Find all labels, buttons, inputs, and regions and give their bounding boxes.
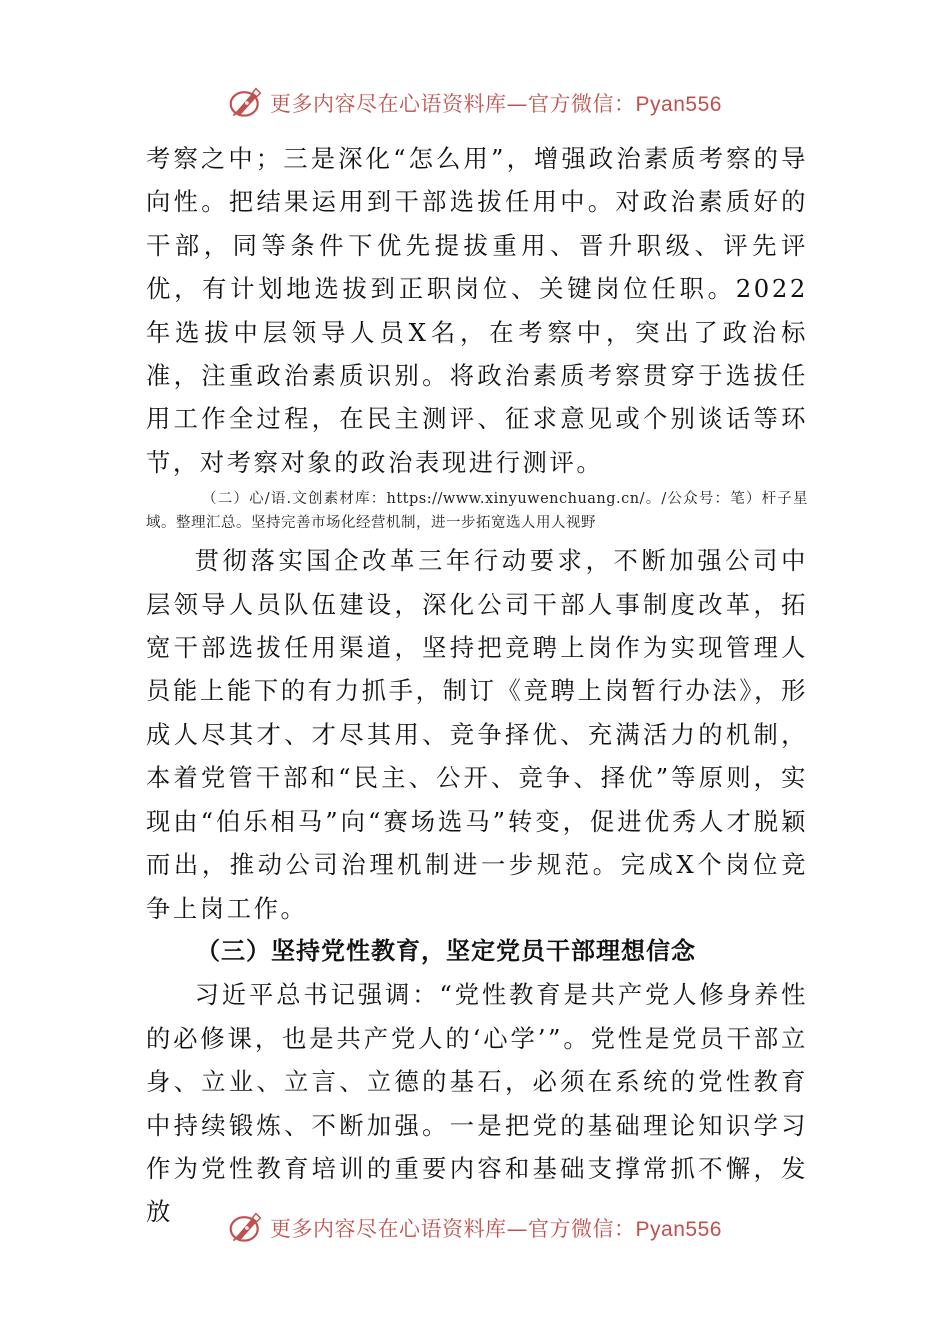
banner-text: 更多内容尽在心语资料库—官方微信：Pyan556 (270, 92, 722, 116)
document-body (146, 137, 808, 1234)
banner-text: 更多内容尽在心语资料库—官方微信：Pyan556 (270, 1217, 722, 1241)
paragraph-continued: 考察之中；三是深化“怎么用”，增强政治素质考察的导向性。把结果运用到干部选拔任用中。对政治素质好的干部，同等条件下优先提拔重用、晋升职级、评先评优，有计划地选拔到正职岗位、关键岗位任职。2022年选拔中层领导人员X名，在考察中，突出了政治标准，注重政治素质识别。将政治素质考察贯穿于选拔任用工作全过程，在民主测评、征求意见或个别谈话等环节，对考察对象的政治表现进行测评。 (146, 144, 808, 477)
banner-wechat-code: Pyan556 (635, 1218, 722, 1241)
footer-banner (0, 1208, 950, 1248)
section-2-heading-note: （二）心/语.文创素材库：https://www.xinyuwenchuang.cn/。/公众号：笔）杆子星域。整理汇总。坚持完善市场化经营机制，进一步拓宽选人用人视野 (146, 491, 808, 532)
pen-nib-logo-icon (228, 1210, 264, 1246)
banner-wechat-code: Pyan556 (635, 93, 722, 116)
header-banner (0, 83, 950, 123)
paragraph-party-education: 习近平总书记强调：“党性教育是共产党人修身养性的必修课，也是共产党人的‘心学’”。党性是党员干部立身、立业、立言、立德的基石，必须在系统的党性教育中持续锻炼、不断加强。一是把党的基础理论知识学习作为党性教育培训的重要内容和基础支撑常抓不懈，发放 (146, 980, 808, 1227)
pen-nib-logo-icon (228, 85, 264, 121)
section-3-heading: （三）坚持党性教育，坚定党员干部理想信念 (196, 936, 696, 965)
paragraph-competitive-hiring: 贯彻落实国企改革三年行动要求，不断加强公司中层领导人员队伍建设，深化公司干部人事制度改革，拓宽干部选拔任用渠道，坚持把竞聘上岗作为实现管理人员能上能下的有力抓手，制订《竞聘上岗暂行办法》，形成人尽其才、才尽其用、竞争择优、充满活力的机制，本着党管干部和“民主、公开、竞争、择优”等原则，实现由“伯乐相马”向“赛场选马”转变，促进优秀人才脱颖而出，推动公司治理机制进一步规范。完成X个岗位竞争上岗工作。 (146, 546, 808, 923)
